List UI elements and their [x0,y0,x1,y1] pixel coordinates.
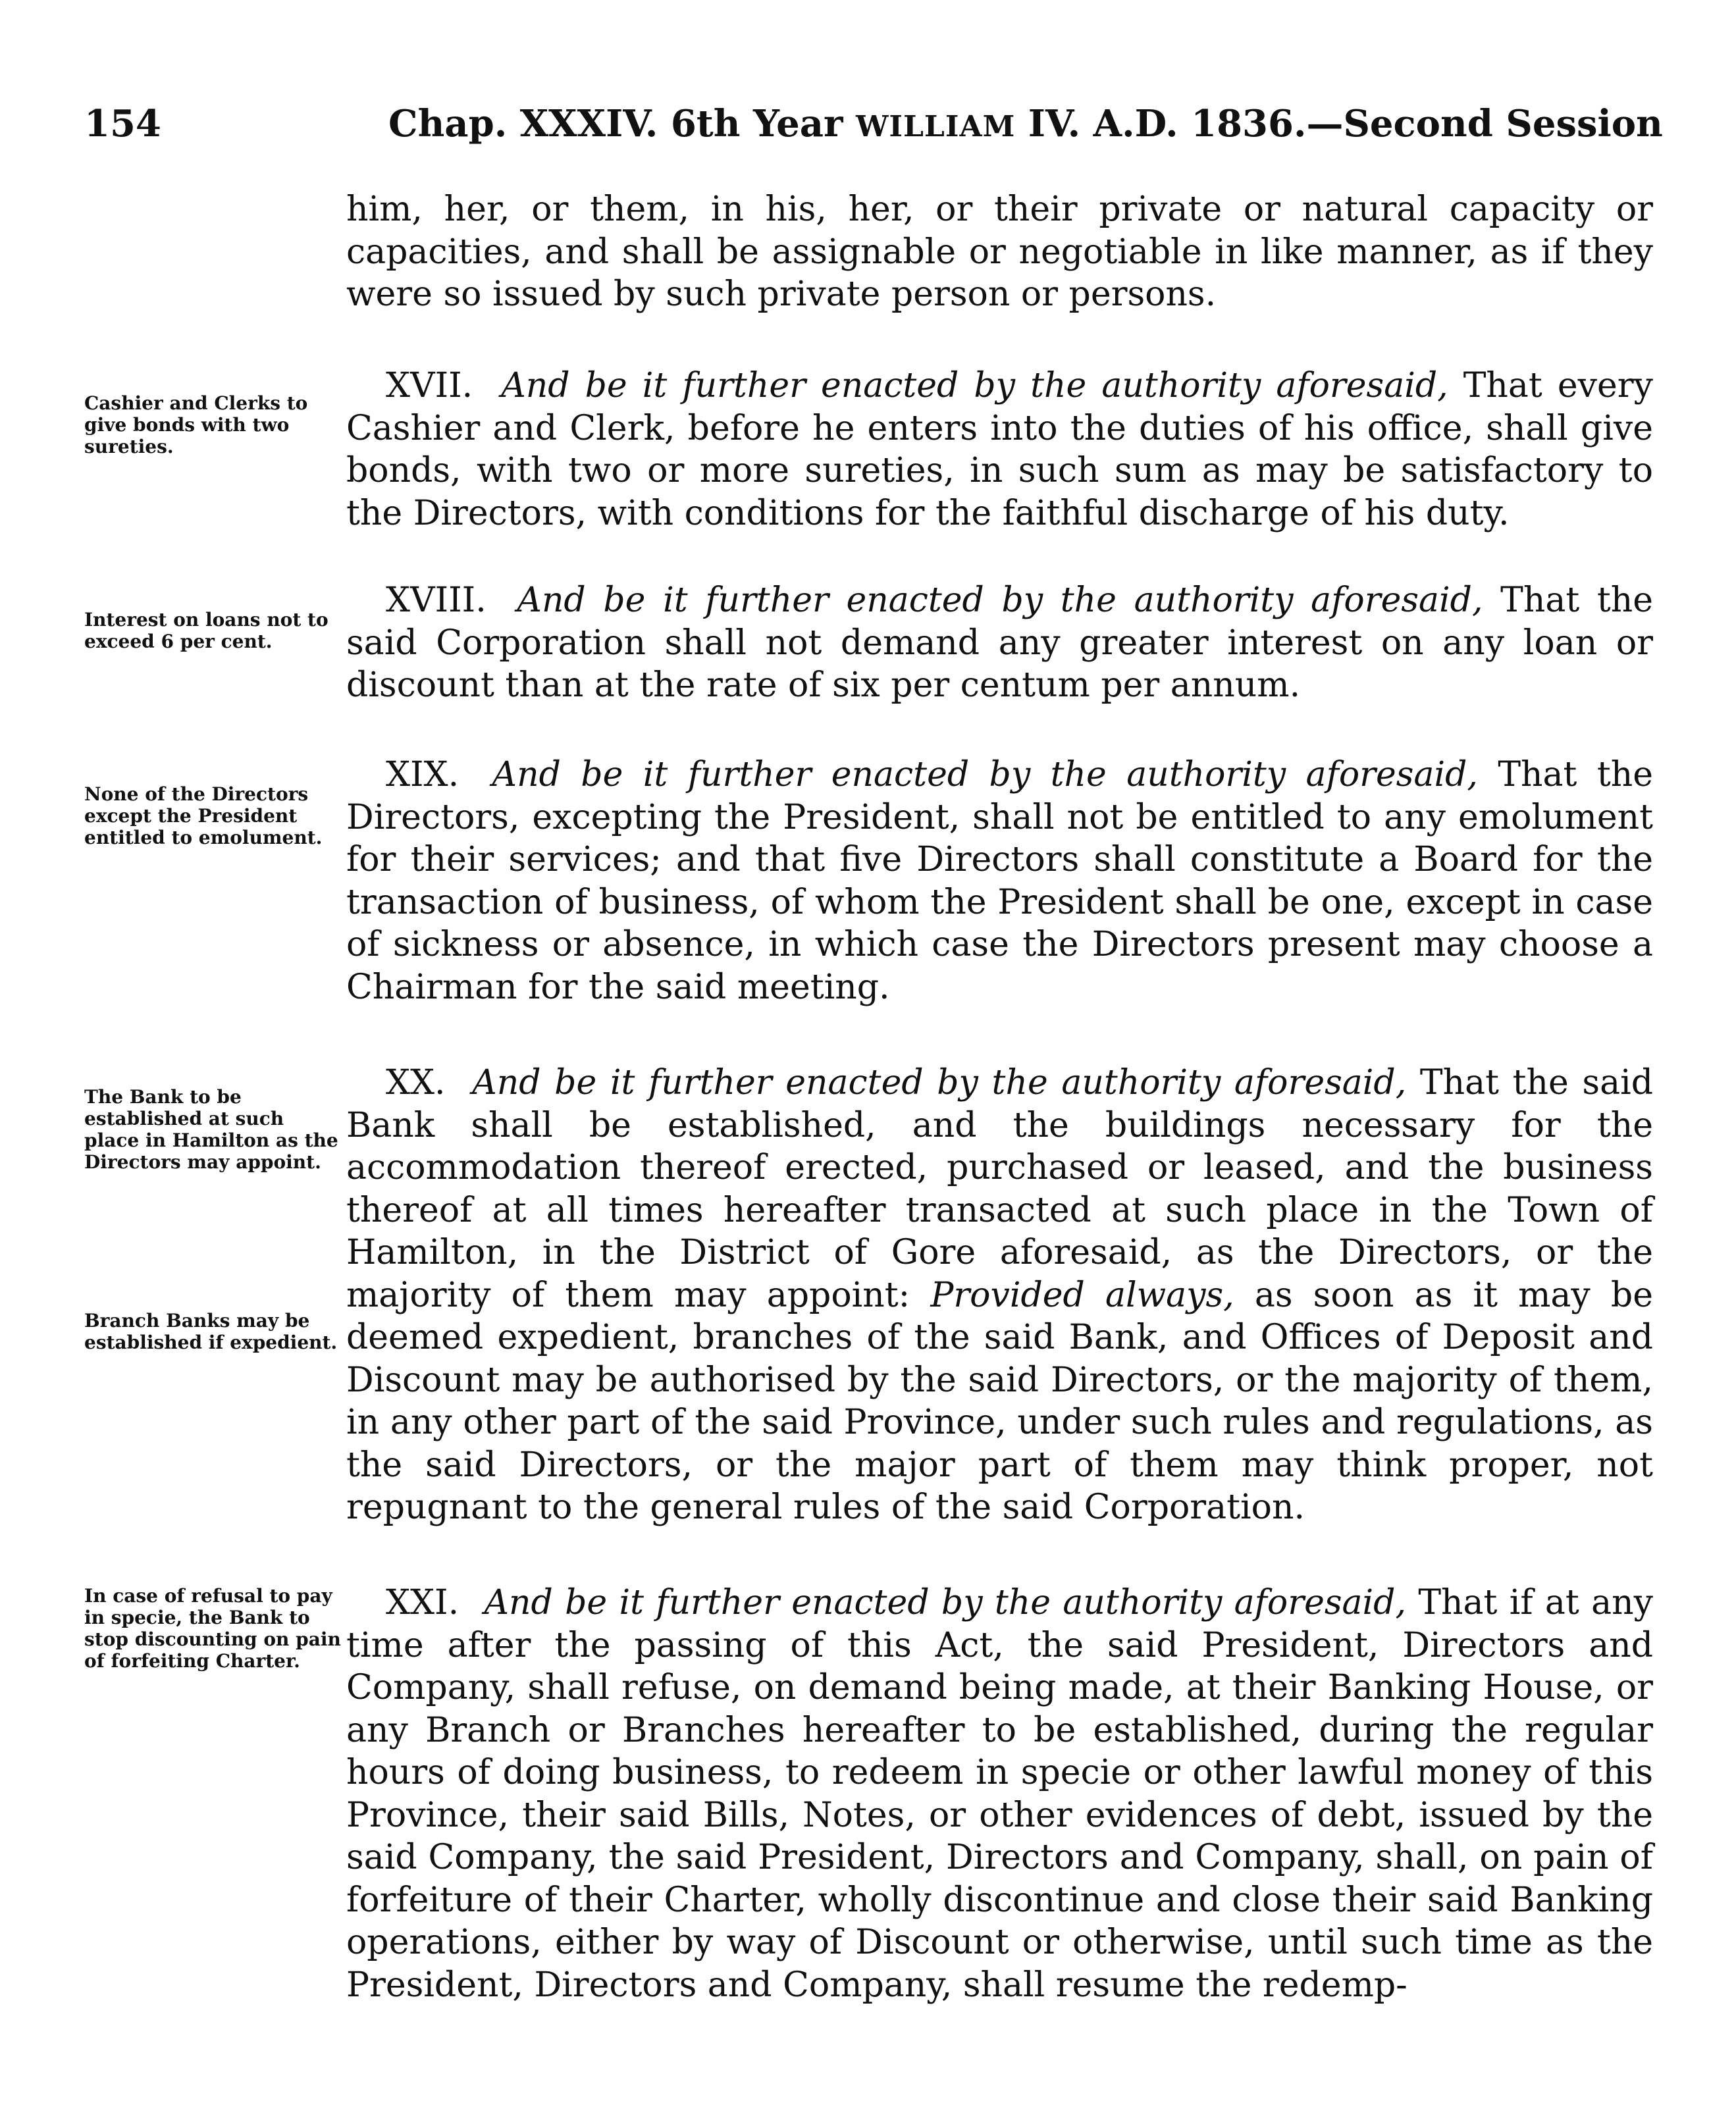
continued-paragraph-text: him, her, or them, in his, her, or their private or natural capacity or capacities, and shall be assignable or negotiable in like manner, as if they were so issued by such private person or persons. [346,190,1653,314]
continued-paragraph [346,188,1653,316]
header-title-king-name: WILLIAM [855,110,1016,143]
section-number: XVII. [386,366,473,405]
marginal-note-section-20-bank-location: The Bank to be established at such place in Hamilton as the Directors may appoint. [84,1086,338,1173]
section-text: That the Directors, excepting the President, shall not be entitled to any emolument for their services; and that five Directors shall constitute a Board for the transaction of business, of whom the President shall be one, except in case of sickness or absence, in which case the Directors present may choose a Chairman for the said meeting. [346,755,1654,1007]
section-text: That the said Bank shall be established, and the buildings necessary for the accommodation thereof erected, purchased or leased, and the business thereof at all times hereafter transacted at such place in the Town of Hamilton, in the District of Gore aforesaid, as the Directors, or the majority of them may appoint: [346,1063,1654,1315]
header-title-part-1: Chap. XXXIV. 6th Year [388,102,856,145]
enacting-formula: And be it further enacted by the authority aforesaid, [517,581,1483,620]
section-18 [346,579,1653,707]
section-text: That every Cashier and Clerk, before he enters into the duties of his office, shall give bonds, with two or more sureties, in such sum as may be satisfactory to the Directors, with conditions for the faithful discharge of his duty. [346,366,1654,533]
enacting-formula: And be it further enacted by the authority aforesaid, [484,1583,1406,1622]
section-number: XXI. [386,1583,460,1622]
section-text-continued: as soon as it may be deemed expedient, branches of the said Bank, and Offices of Deposit and Discount may be authorised by the said Directors, or the majority of them, in any other part of the said Province, under such rules and regulations, as the said Directors, or the major part of them may think proper, not repugnant to the general rules of the said Corporation. [346,1275,1653,1527]
enacting-formula: And be it further enacted by the authority aforesaid, [472,1063,1407,1102]
section-text: That the said Corporation shall not demand any greater interest on any loan or discount than at the rate of six per centum per annum. [346,581,1654,705]
enacting-formula: And be it further enacted by the authority aforesaid, [501,366,1448,405]
section-number: XIX. [386,755,460,794]
marginal-note-section-19: None of the Directors except the President entitled to emolument. [84,783,323,848]
page-number: 154 [84,102,161,145]
marginal-note-section-18: Interest on loans not to exceed 6 per cent. [84,609,329,652]
marginal-note-section-17: Cashier and Clerks to give bonds with two sureties. [84,392,308,457]
marginal-note-section-21: In case of refusal to pay in specie, the Bank to stop discounting on pain of forfeiting Charter. [84,1585,341,1672]
header-title-part-2: IV. A.D. 1836.—Second Session [1015,102,1663,145]
section-19 [346,754,1653,1008]
section-20 [346,1062,1653,1529]
section-17 [346,365,1653,534]
marginal-note-section-20-branch-banks: Branch Banks may be established if expedient. [84,1310,338,1353]
section-number: XX. [386,1063,446,1102]
enacting-formula: And be it further enacted by the authority aforesaid, [492,755,1478,794]
section-text: That if at any time after the passing of this Act, the said President, Directors and Company, shall refuse, on demand being made, at their Banking House, or any Branch or Branches hereafter to be established, during the regular hours of doing business, to redeem in specie or other lawful money of this Province, their said Bills, Notes, or other evidences of debt, issued by the said Company, the said President, Directors and Company, shall, on pain of forfeiture of their Charter, wholly discontinue and close their said Banking operations, either by way of Discount or otherwise, until such time as the President, Directors and Company, shall resume the redemp- [346,1583,1654,2005]
proviso: Provided always, [930,1275,1234,1315]
running-header-title [388,97,1663,150]
section-number: XVIII. [386,581,487,620]
section-21 [346,1582,1653,2006]
